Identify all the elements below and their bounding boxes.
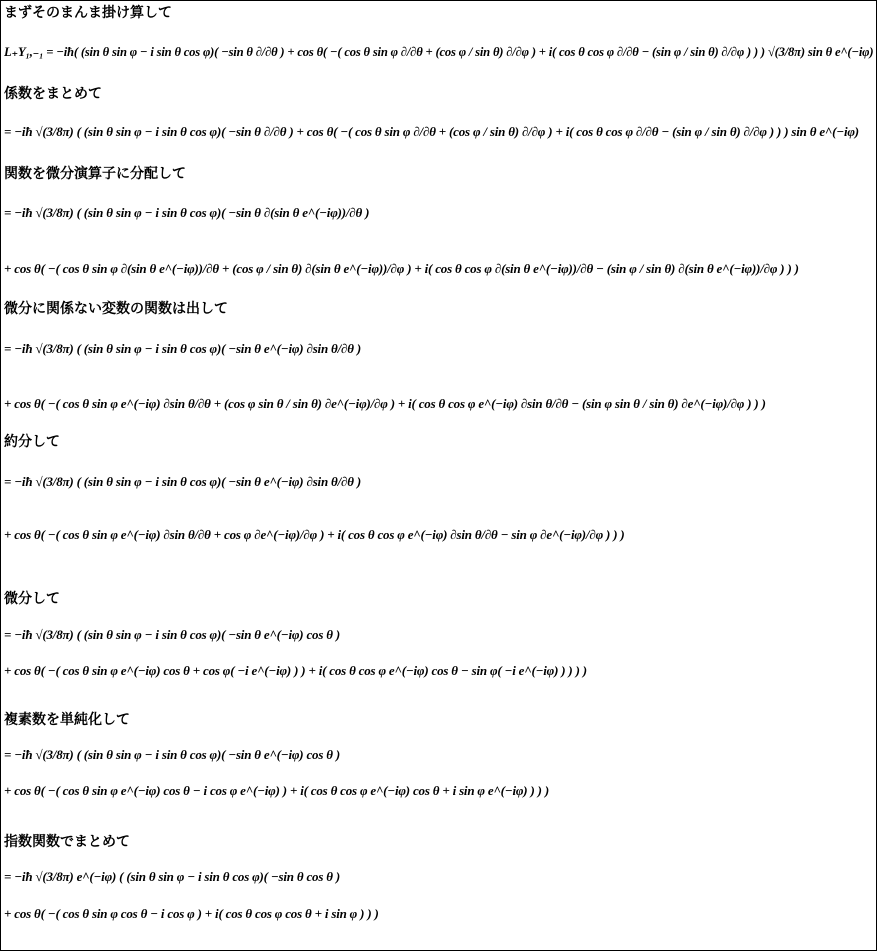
step-4-heading: 微分に関係ない変数の関数は出して xyxy=(4,301,228,317)
step-1-heading: まずそのまんま掛け算して xyxy=(4,5,172,21)
equation-line: = −iħ √(3/8π) e^(−iφ) ( (sin θ sin φ − i sin θ cos φ)( −sin θ cos θ ) xyxy=(4,869,340,884)
step-2-equation xyxy=(4,105,873,159)
step-1-equation xyxy=(4,23,873,81)
step-6-equation-line-2 xyxy=(4,657,873,685)
step-2-heading: 係数をまとめて xyxy=(4,86,102,102)
step-8-equation-line-1 xyxy=(4,854,873,900)
equation-line: = −iħ √(3/8π) ( (sin θ sin φ − i sin θ cos φ)( −sin θ ∂/∂θ ) + cos θ( −( cos θ sin φ ∂/∂θ + (cos φ / sin θ) ∂/∂φ ) + i( cos θ cos φ ∂/∂θ − (sin φ / sin θ) ∂/∂φ ) ) ) sin θ e^(−iφ) xyxy=(4,124,859,139)
equation-line: + cos θ( −( cos θ sin φ e^(−iφ) cos θ + cos φ( −i e^(−iφ) ) ) + i( cos θ cos φ e^(−iφ) cos θ − sin φ( −i e^(−iφ) ) ) ) ) xyxy=(4,663,587,678)
step-7-equation-line-2 xyxy=(4,777,873,805)
equation-line: + cos θ( −( cos θ sin φ ∂(sin θ e^(−iφ))/∂θ + (cos φ / sin θ) ∂(sin θ e^(−iφ))/∂φ ) + i( cos θ cos φ ∂(sin θ e^(−iφ))/∂θ − (sin φ / sin θ) ∂(sin θ e^(−iφ))/∂φ ) ) ) xyxy=(4,261,799,276)
equation-line: = −iħ √(3/8π) ( (sin θ sin φ − i sin θ cos φ)( −sin θ ∂(sin θ e^(−iφ))/∂θ ) xyxy=(4,205,370,220)
step-5-heading: 約分して xyxy=(4,434,60,450)
equation-line: + cos θ( −( cos θ sin φ e^(−iφ) cos θ − i cos φ e^(−iφ) ) + i( cos θ cos φ e^(−iφ) cos θ + i sin φ e^(−iφ) ) ) ) xyxy=(4,783,549,798)
step-6-heading: 微分して xyxy=(4,591,60,607)
equation-line: + cos θ( −( cos θ sin φ e^(−iφ) ∂sin θ/∂θ + cos φ ∂e^(−iφ)/∂φ ) + i( cos θ cos φ e^(−iφ) ∂sin θ/∂θ − sin φ ∂e^(−iφ)/∂φ ) ) ) xyxy=(4,527,625,542)
equation-line: L₊Y₁,₋₁ = −iħ( (sin θ sin φ − i sin θ cos φ)( −sin θ ∂/∂θ ) + cos θ( −( cos θ sin φ ∂/∂θ + (cos φ / sin θ) ∂/∂φ ) + i( cos θ cos φ ∂/∂θ − (sin φ / sin θ) ∂/∂φ ) ) ) √(3/8π) sin θ e^(−iφ) xyxy=(4,44,873,59)
step-3-equation-line-2 xyxy=(4,243,873,295)
step-4-equation-line-2 xyxy=(4,378,873,430)
step-7-equation-line-1 xyxy=(4,733,873,777)
equation-line: = −iħ √(3/8π) ( (sin θ sin φ − i sin θ cos φ)( −sin θ e^(−iφ) ∂sin θ/∂θ ) xyxy=(4,341,361,356)
step-6-equation-line-1 xyxy=(4,613,873,657)
step-3-equation-line-1 xyxy=(4,187,873,239)
step-7-heading: 複素数を単純化して xyxy=(4,712,130,728)
step-5-equation-line-2 xyxy=(4,509,873,561)
equation-line: + cos θ( −( cos θ sin φ cos θ − i cos φ ) + i( cos θ cos φ cos θ + i sin φ ) ) ) xyxy=(4,906,379,921)
equation-line: = −iħ √(3/8π) ( (sin θ sin φ − i sin θ cos φ)( −sin θ e^(−iφ) cos θ ) xyxy=(4,747,340,762)
equation-line: = −iħ √(3/8π) ( (sin θ sin φ − i sin θ cos φ)( −sin θ e^(−iφ) ∂sin θ/∂θ ) xyxy=(4,474,361,489)
step-8-heading: 指数関数でまとめて xyxy=(4,834,130,850)
step-3-heading: 関数を微分演算子に分配して xyxy=(4,166,186,182)
step-4-equation-line-1 xyxy=(4,323,873,375)
equation-line: + cos θ( −( cos θ sin φ e^(−iφ) ∂sin θ/∂θ + (cos φ sin θ / sin θ) ∂e^(−iφ)/∂φ ) + i( cos θ cos φ e^(−iφ) ∂sin θ/∂θ − (sin φ sin θ / sin θ) ∂e^(−iφ)/∂φ ) ) ) xyxy=(4,396,766,411)
equation-line: = −iħ √(3/8π) ( (sin θ sin φ − i sin θ cos φ)( −sin θ e^(−iφ) cos θ ) xyxy=(4,627,340,642)
step-8-equation-line-2 xyxy=(4,900,873,928)
step-5-equation-line-1 xyxy=(4,456,873,508)
